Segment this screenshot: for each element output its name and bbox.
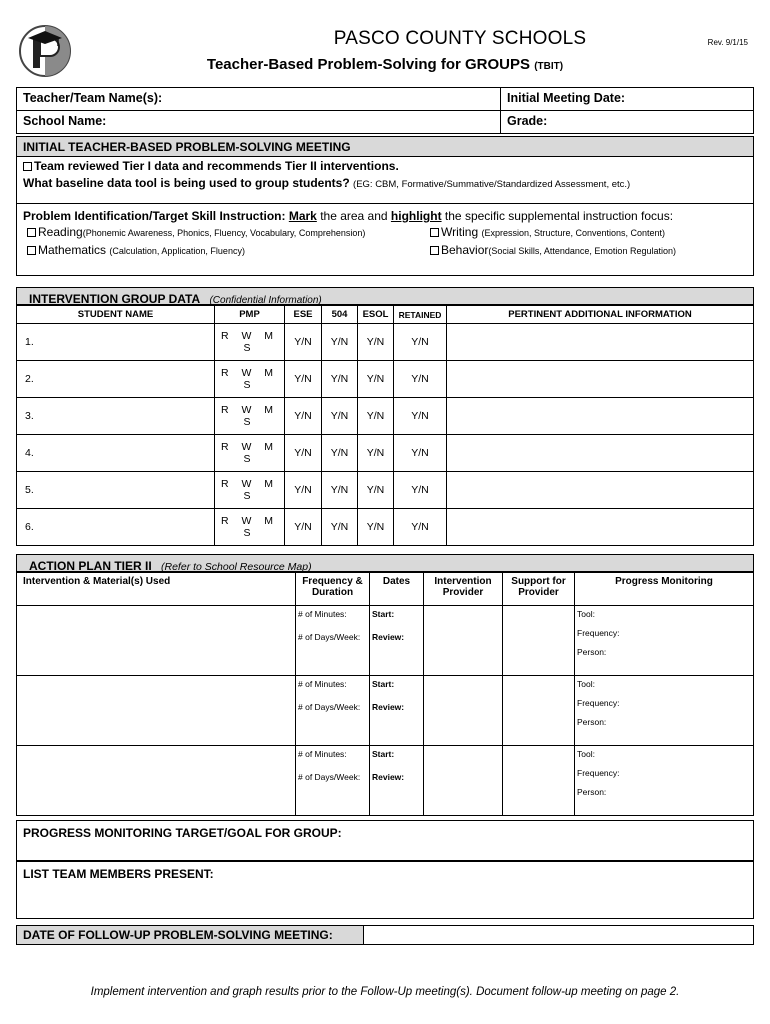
focus-text: the specific supplemental instruction focus: <box>444 209 674 223</box>
writing-detail: (Expression, Structure, Conventions, Content) <box>481 228 666 238</box>
behavior-detail: (Social Skills, Attendance, Emotion Regulation) <box>488 246 676 256</box>
pmp-cell[interactable]: R W M S <box>215 361 285 398</box>
frequency-label: Frequency: <box>577 698 620 708</box>
col-student-name: STUDENT NAME <box>17 306 215 324</box>
action-plan-row <box>17 676 754 746</box>
ese-cell[interactable]: Y/N <box>285 509 322 546</box>
ese-cell[interactable]: Y/N <box>285 398 322 435</box>
col-ese: ESE <box>285 306 322 324</box>
support-provider-cell[interactable] <box>503 606 575 676</box>
progress-monitoring-cell[interactable] <box>575 606 754 676</box>
student-row <box>17 435 754 472</box>
dates-cell[interactable] <box>370 746 424 816</box>
student-name-cell[interactable]: 3. <box>17 398 215 435</box>
tier1-line <box>17 157 753 173</box>
retained-cell[interactable]: Y/N <box>394 361 447 398</box>
footer-note: Implement intervention and graph results prior to the Follow-Up meeting(s). Document follow-up meeting on page 2. <box>90 986 680 998</box>
option-mathematics[interactable] <box>27 243 245 257</box>
action-plan-row <box>17 606 754 676</box>
writing-checkbox[interactable] <box>430 228 439 237</box>
group-data-heading <box>16 287 754 305</box>
pm-target-label: PROGRESS MONITORING TARGET/GOAL FOR GROUP: <box>23 826 342 840</box>
person-label: Person: <box>577 717 607 727</box>
school-name-field[interactable] <box>17 111 501 134</box>
mathematics-checkbox[interactable] <box>27 246 36 255</box>
tool-label: Tool: <box>577 679 595 689</box>
intervention-materials-cell[interactable] <box>17 676 296 746</box>
esol-cell[interactable]: Y/N <box>358 472 394 509</box>
followup-date-field[interactable] <box>16 925 754 945</box>
pmp-cell[interactable]: R W M S <box>215 509 285 546</box>
col-intervention-materials: Intervention & Material(s) Used <box>17 573 296 606</box>
col-support-provider: Support for Provider <box>503 573 575 606</box>
action-heading-text: ACTION PLAN TIER II <box>29 559 152 573</box>
start-label: Start: <box>372 609 395 619</box>
team-members-label: LIST TEAM MEMBERS PRESENT: <box>23 867 214 881</box>
problem-line <box>17 203 753 223</box>
esol-cell[interactable]: Y/N <box>358 361 394 398</box>
student-name-cell[interactable]: 6. <box>17 509 215 546</box>
ese-cell[interactable]: Y/N <box>285 435 322 472</box>
intervention-provider-cell[interactable] <box>424 746 503 816</box>
minutes-label: # of Minutes: <box>298 679 347 689</box>
ese-cell[interactable]: Y/N <box>285 361 322 398</box>
pertinent-info-cell[interactable] <box>447 398 754 435</box>
s504-cell[interactable]: Y/N <box>322 435 358 472</box>
esol-cell[interactable]: Y/N <box>358 398 394 435</box>
writing-label: Writing <box>441 225 479 239</box>
esol-cell[interactable]: Y/N <box>358 509 394 546</box>
pmp-cell[interactable]: R W M S <box>215 472 285 509</box>
tool-label: Tool: <box>577 749 595 759</box>
team-members-field[interactable] <box>16 861 754 919</box>
frequency-cell[interactable] <box>296 606 370 676</box>
option-reading[interactable] <box>27 225 365 239</box>
teacher-label: Teacher/Team Name(s): <box>23 91 163 105</box>
retained-cell[interactable]: Y/N <box>394 435 447 472</box>
option-writing[interactable] <box>430 225 665 239</box>
esol-cell[interactable]: Y/N <box>358 324 394 361</box>
student-row <box>17 324 754 361</box>
support-provider-cell[interactable] <box>503 676 575 746</box>
highlight-word: highlight <box>390 209 442 223</box>
area-and-text: the area and <box>320 209 388 223</box>
baseline-question: What baseline data tool is being used to group students? <box>23 176 350 190</box>
student-name-cell[interactable]: 1. <box>17 324 215 361</box>
teacher-name-field[interactable] <box>17 88 501 111</box>
group-data-table <box>16 305 754 546</box>
initial-meeting-heading: INITIAL TEACHER-BASED PROBLEM-SOLVING MEETING <box>17 137 753 157</box>
behavior-label: Behavior <box>441 243 489 257</box>
s504-cell[interactable]: Y/N <box>322 361 358 398</box>
action-plan-table <box>16 572 754 816</box>
mark-word: Mark <box>288 209 317 223</box>
student-name-cell[interactable]: 5. <box>17 472 215 509</box>
tier1-checkbox[interactable] <box>23 162 32 171</box>
pm-target-field[interactable] <box>16 820 754 861</box>
esol-cell[interactable]: Y/N <box>358 435 394 472</box>
dates-cell[interactable] <box>370 676 424 746</box>
form-title <box>0 56 770 73</box>
grade-label: Grade: <box>507 114 548 128</box>
retained-cell[interactable]: Y/N <box>394 324 447 361</box>
person-label: Person: <box>577 787 607 797</box>
initial-meeting-section <box>16 136 754 276</box>
student-row <box>17 509 754 546</box>
intervention-materials-cell[interactable] <box>17 746 296 816</box>
pmp-cell[interactable]: R W M S <box>215 324 285 361</box>
behavior-checkbox[interactable] <box>430 246 439 255</box>
days-label: # of Days/Week: <box>298 632 361 642</box>
pertinent-info-cell[interactable] <box>447 324 754 361</box>
ese-cell[interactable]: Y/N <box>285 472 322 509</box>
intervention-provider-cell[interactable] <box>424 676 503 746</box>
mathematics-label: Mathematics <box>38 243 107 257</box>
option-behavior[interactable] <box>430 243 676 257</box>
school-label: School Name: <box>23 114 107 128</box>
meeting-date-label: Initial Meeting Date: <box>507 91 626 105</box>
retained-cell[interactable]: Y/N <box>394 398 447 435</box>
frequency-label: Frequency: <box>577 768 620 778</box>
pmp-cell[interactable]: R W M S <box>215 398 285 435</box>
support-provider-cell[interactable] <box>503 746 575 816</box>
action-plan-heading <box>16 554 754 572</box>
minutes-label: # of Minutes: <box>298 749 347 759</box>
s504-cell[interactable]: Y/N <box>322 509 358 546</box>
followup-label: DATE OF FOLLOW-UP PROBLEM-SOLVING MEETING: <box>17 926 364 944</box>
baseline-line <box>17 173 753 203</box>
retained-cell[interactable]: Y/N <box>394 509 447 546</box>
student-name-cell[interactable]: 2. <box>17 361 215 398</box>
progress-monitoring-cell[interactable] <box>575 676 754 746</box>
intervention-materials-cell[interactable] <box>17 606 296 676</box>
col-pertinent-info: PERTINENT ADDITIONAL INFORMATION <box>447 306 754 324</box>
student-row <box>17 472 754 509</box>
s504-cell[interactable]: Y/N <box>322 324 358 361</box>
col-esol: ESOL <box>358 306 394 324</box>
form-code: (TBIT) <box>534 61 564 72</box>
pertinent-info-cell[interactable] <box>447 435 754 472</box>
student-row <box>17 361 754 398</box>
person-label: Person: <box>577 647 607 657</box>
meeting-date-field[interactable] <box>501 88 754 111</box>
col-pmp: PMP <box>215 306 285 324</box>
col-frequency-duration: Frequency & Duration <box>296 573 370 606</box>
s504-cell[interactable]: Y/N <box>322 398 358 435</box>
org-title: PASCO COUNTY SCHOOLS <box>333 28 587 49</box>
days-label: # of Days/Week: <box>298 772 361 782</box>
tool-label: Tool: <box>577 609 595 619</box>
review-label: Review: <box>372 772 405 782</box>
frequency-cell[interactable] <box>296 676 370 746</box>
dates-cell[interactable] <box>370 606 424 676</box>
col-intervention-provider: Intervention Provider <box>424 573 503 606</box>
review-label: Review: <box>372 632 405 642</box>
reading-detail: (Phonemic Awareness, Phonics, Fluency, Vocabulary, Comprehension) <box>82 228 366 238</box>
info-table <box>16 87 754 134</box>
group-heading-note: (Confidential Information) <box>209 295 322 306</box>
form-title-text: Teacher-Based Problem-Solving for GROUPS <box>206 56 531 73</box>
intervention-provider-cell[interactable] <box>424 606 503 676</box>
col-progress-monitoring: Progress Monitoring <box>575 573 754 606</box>
minutes-label: # of Minutes: <box>298 609 347 619</box>
start-label: Start: <box>372 749 395 759</box>
baseline-example: (EG: CBM, Formative/Summative/Standardized Assessment, etc.) <box>353 179 631 190</box>
col-dates: Dates <box>370 573 424 606</box>
pertinent-info-cell[interactable] <box>447 509 754 546</box>
review-label: Review: <box>372 702 405 712</box>
pertinent-info-cell[interactable] <box>447 361 754 398</box>
frequency-cell[interactable] <box>296 746 370 816</box>
start-label: Start: <box>372 679 395 689</box>
grade-field[interactable] <box>501 111 754 134</box>
progress-monitoring-cell[interactable] <box>575 746 754 816</box>
focus-options <box>17 223 753 263</box>
tier1-text: Team reviewed Tier I data and recommends Tier II interventions. <box>34 159 399 173</box>
ese-cell[interactable]: Y/N <box>285 324 322 361</box>
col-504: 504 <box>322 306 358 324</box>
col-retained: RETAINED <box>394 306 447 324</box>
retained-cell[interactable]: Y/N <box>394 472 447 509</box>
reading-checkbox[interactable] <box>27 228 36 237</box>
mathematics-detail: (Calculation, Application, Fluency) <box>109 246 245 256</box>
pertinent-info-cell[interactable] <box>447 472 754 509</box>
reading-label: Reading <box>38 225 83 239</box>
action-heading-note: (Refer to School Resource Map) <box>161 561 312 573</box>
problem-label: Problem Identification/Target Skill Instruction: <box>23 209 286 223</box>
revision-label: Rev. 9/1/15 <box>707 38 748 47</box>
action-plan-row <box>17 746 754 816</box>
days-label: # of Days/Week: <box>298 702 361 712</box>
s504-cell[interactable]: Y/N <box>322 472 358 509</box>
student-row <box>17 398 754 435</box>
frequency-label: Frequency: <box>577 628 620 638</box>
pmp-cell[interactable]: R W M S <box>215 435 285 472</box>
group-heading-text: INTERVENTION GROUP DATA <box>29 292 201 306</box>
student-name-cell[interactable]: 4. <box>17 435 215 472</box>
